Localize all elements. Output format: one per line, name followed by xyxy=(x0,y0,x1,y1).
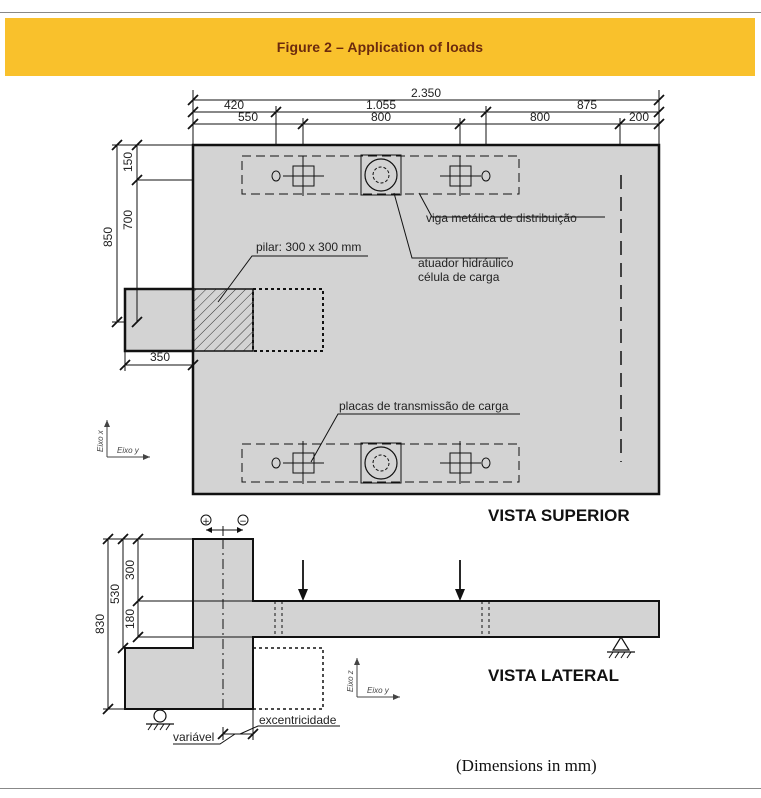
dim-875: 875 xyxy=(576,98,598,112)
label-eccentricity: excentricidade xyxy=(259,713,337,727)
dim-1055: 1.055 xyxy=(365,98,397,112)
label-plates: placas de transmissão de carga xyxy=(339,399,509,413)
dim-700: 700 xyxy=(121,209,135,231)
axis-y-label: Eixo y xyxy=(117,446,139,455)
dim-530: 530 xyxy=(108,583,122,605)
axis-indicator-top xyxy=(96,420,150,460)
axis-z-label: Eixo z xyxy=(346,670,355,692)
load-arrow-2 xyxy=(455,560,465,601)
minus-sign: − xyxy=(239,517,247,527)
label-pilar: pilar: 300 x 300 mm xyxy=(256,240,362,254)
support-right xyxy=(607,637,635,658)
dim-850: 850 xyxy=(101,226,115,248)
dim-180: 180 xyxy=(123,608,137,630)
dim-800-b: 800 xyxy=(529,110,551,124)
figure-title: Figure 2 – Application of loads xyxy=(276,39,484,55)
dim-200: 200 xyxy=(628,110,650,124)
label-load-cell: célula de carga xyxy=(418,270,500,284)
dim-800-a: 800 xyxy=(370,110,392,124)
bottom-rule xyxy=(0,788,761,789)
dim-550: 550 xyxy=(237,110,259,124)
side-pilar-projection xyxy=(253,648,323,709)
axis-x-label: Eixo x xyxy=(96,430,105,452)
dim-150: 150 xyxy=(121,151,135,173)
axis-indicator-side xyxy=(346,658,400,700)
heading-side-view: VISTA LATERAL xyxy=(488,666,619,685)
plus-sign: + xyxy=(202,517,210,527)
dim-830: 830 xyxy=(93,613,107,635)
label-variable: variável xyxy=(173,730,215,744)
axis-y-label-side: Eixo y xyxy=(367,686,389,695)
dim-2350: 2.350 xyxy=(410,86,442,100)
heading-top-view: VISTA SUPERIOR xyxy=(488,506,630,525)
load-arrow-1 xyxy=(298,560,308,601)
support-bottom xyxy=(146,710,174,730)
slab-plan xyxy=(193,145,659,494)
dim-350: 350 xyxy=(149,350,171,364)
figure-caption: (Dimensions in mm) xyxy=(456,756,597,775)
side-view xyxy=(93,515,659,744)
top-view xyxy=(96,86,664,525)
pilar-section xyxy=(193,289,253,351)
eccentricity-signs xyxy=(201,515,248,536)
dim-420: 420 xyxy=(223,98,245,112)
pilar-stub xyxy=(125,289,193,351)
label-beam: viga metálica de distribuição xyxy=(426,211,577,225)
dim-300: 300 xyxy=(123,559,137,581)
label-actuator: atuador hidráulico xyxy=(418,256,514,270)
